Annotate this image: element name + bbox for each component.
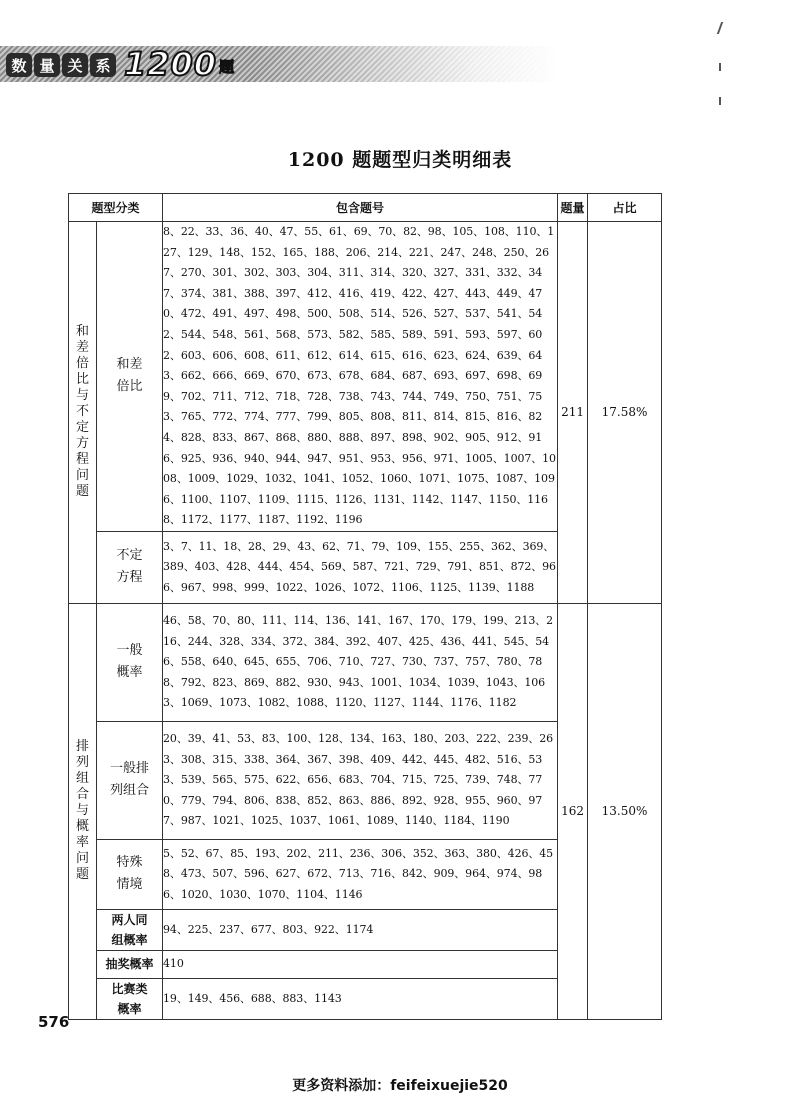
category-label: 排列组合与概率问题 xyxy=(69,603,97,1019)
subcategory-label: 一般排列组合 xyxy=(97,721,163,839)
logo-suffix: 题 xyxy=(219,58,235,76)
question-count: 162 xyxy=(558,603,588,1019)
question-numbers: 8、22、33、36、40、47、55、61、69、70、82、98、105、108、110、127、129、148、152、165、188、206、214、221、247、248、250、267、270、301、302、303、304、311、314、320、327、331、332、347、374、381、388、397、412、416、419、422、427、443、449、470、472、491、497、498、500、508、514、526、527、537、541、542、544、548、561、568、573、582、585、589、591、593、597、602、603、606、608、611、612、614、615、616、623、624、639、643、662、666、669、670、673、678、684、687、693、697、698、699、702、711、712、718、728、738、743、744、749、750、751、753、765、772、774、777、799、805、808、811、814、815、816、824、828、833、867、868、880、888、897、898、902、905、912、916、925、936、940、944、947、951、953、956、971、1005、1007、1008、1009、1029、1032、1041、1052、1060、1071、1075、1087、1096、1100、1107、1109、1115、1126、1131、1142、1147、1150、1168、1172、1177、1187、1192、1196 xyxy=(163,222,558,532)
classification-table xyxy=(68,193,662,1020)
question-numbers: 20、39、41、53、83、100、128、134、163、180、203、222、239、263、308、315、338、364、367、398、409、442、445、482、516、533、539、565、575、622、656、683、704、715、725、739、748、770、779、794、806、838、852、863、886、892、928、955、960、977、987、1021、1025、1037、1061、1089、1140、1184、1190 xyxy=(163,721,558,839)
category-label: 和差倍比与不定方程问题 xyxy=(69,222,97,604)
page-number: 576 xyxy=(38,1013,70,1031)
page-title: 1200 题题型归类明细表 xyxy=(287,149,513,171)
subcategory-label: 特殊情境 xyxy=(97,839,163,909)
header-count: 题量 xyxy=(558,194,588,222)
question-numbers: 5、52、67、85、193、202、211、236、306、352、363、380、426、458、473、507、596、627、672、713、716、842、909、964、974、986、1020、1030、1070、1104、1146 xyxy=(163,839,558,909)
subcategory-label: 比赛类概率 xyxy=(97,978,163,1019)
question-numbers: 3、7、11、18、28、29、43、62、71、79、109、155、255、362、369、389、403、428、444、454、569、587、721、729、791、851、872、966、967、998、999、1022、1026、1072、1106、1125、1139、1188 xyxy=(163,531,558,603)
scan-mark xyxy=(719,97,721,105)
table-header-row xyxy=(69,194,662,222)
logo-number: 1200 xyxy=(124,45,218,83)
question-numbers: 410 xyxy=(163,950,558,978)
subcategory-label: 不定方程 xyxy=(97,531,163,603)
question-numbers: 46、58、70、80、111、114、136、141、167、170、179、199、213、216、244、328、334、372、384、392、407、425、436、441、545、546、558、640、645、655、706、710、727、730、737、757、780、788、792、823、869、882、930、943、1001、1034、1039、1043、1063、1069、1073、1082、1088、1120、1127、1144、1176、1182 xyxy=(163,603,558,721)
subcategory-label: 一般概率 xyxy=(97,603,163,721)
scan-mark xyxy=(719,63,721,71)
header-ratio: 占比 xyxy=(588,194,662,222)
subcategory-label: 两人同组概率 xyxy=(97,909,163,950)
question-ratio: 17.58% xyxy=(588,222,662,604)
table-row xyxy=(69,603,662,721)
subcategory-label: 抽奖概率 xyxy=(97,950,163,978)
question-numbers: 94、225、237、677、803、922、1174 xyxy=(163,909,558,950)
logo-char-1: 数 xyxy=(6,53,32,77)
logo-char-4: 系 xyxy=(90,53,116,77)
footer-note: 更多资料添加：feifeixuejie520 xyxy=(292,1078,508,1094)
question-numbers: 19、149、456、688、883、1143 xyxy=(163,978,558,1019)
logo-char-3: 关 xyxy=(62,53,88,77)
header-numbers: 包含题号 xyxy=(163,194,558,222)
table-row xyxy=(69,222,662,532)
logo-char-2: 量 xyxy=(34,53,60,77)
question-ratio: 13.50% xyxy=(588,603,662,1019)
question-count: 211 xyxy=(558,222,588,604)
scan-mark xyxy=(717,22,723,34)
book-logo xyxy=(6,45,235,83)
subcategory-label: 和差倍比 xyxy=(97,222,163,532)
header-type: 题型分类 xyxy=(69,194,163,222)
